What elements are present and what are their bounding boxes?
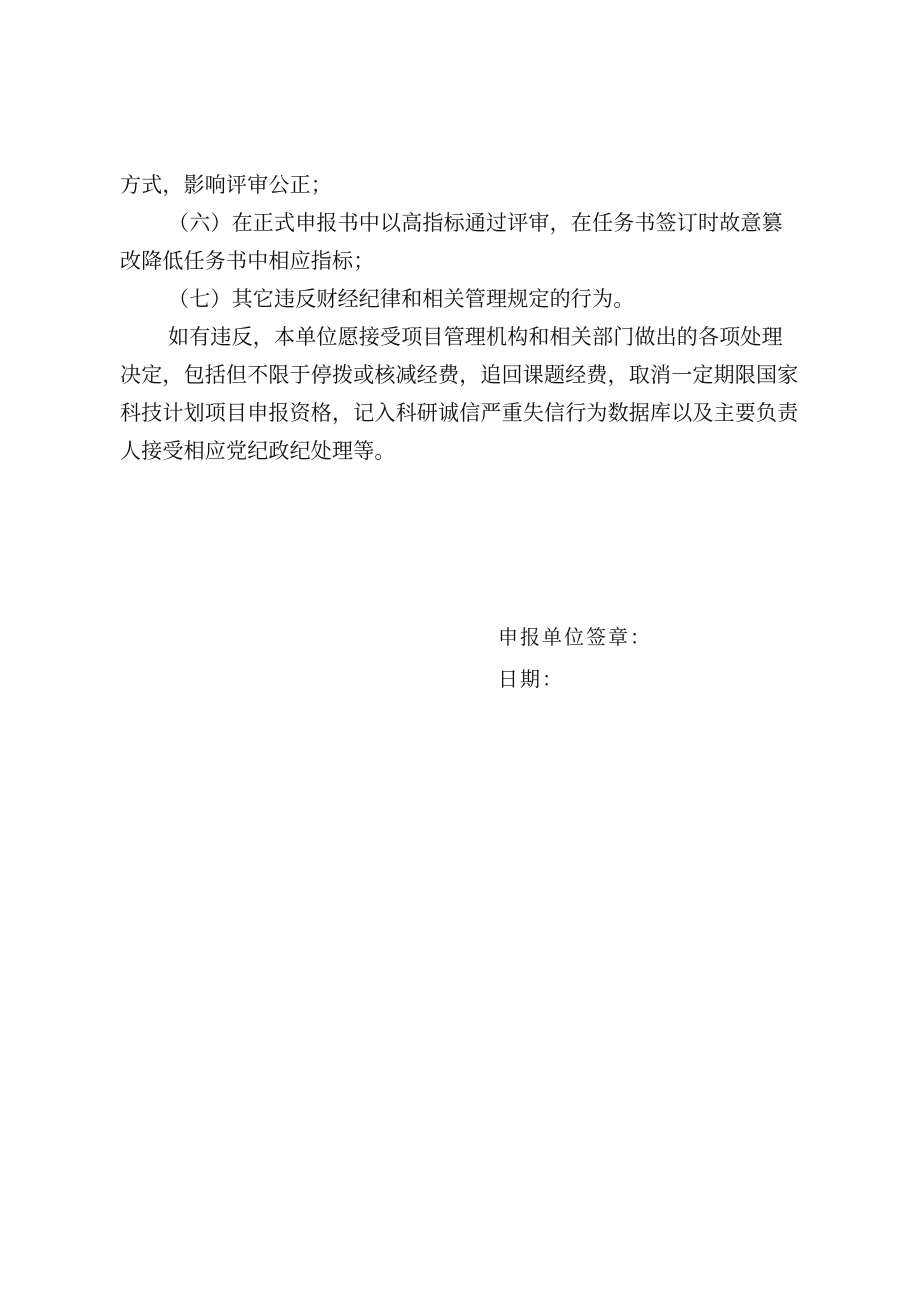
paragraph-2-line-2: 改降低任务书中相应指标；	[120, 249, 375, 273]
date-label: 日期：	[498, 667, 564, 691]
paragraph-4-line-2: 决定，包括但不限于停拨或核减经费，追回课题经费，取消一定期限国家	[120, 363, 799, 387]
unit-seal-label: 申报单位签章：	[498, 625, 652, 649]
paragraph-2-line-1: （六）在正式申报书中以高指标通过评审，在任务书签订时故意篡	[168, 211, 783, 235]
paragraph-4-line-4: 人接受相应党纪政纪处理等。	[120, 439, 396, 463]
paragraph-1-line-1: 方式，影响评审公正；	[120, 173, 332, 197]
document-body	[120, 166, 810, 470]
paragraph-3-line-1: （七）其它违反财经纪律和相关管理规定的行为。	[168, 287, 635, 311]
signature-block	[498, 616, 798, 700]
paragraph-4-line-3: 科技计划项目申报资格，记入科研诚信严重失信行为数据库以及主要负责	[120, 401, 799, 425]
paragraph-4-line-1: 如有违反，本单位愿接受项目管理机构和相关部门做出的各项处理	[168, 325, 783, 349]
